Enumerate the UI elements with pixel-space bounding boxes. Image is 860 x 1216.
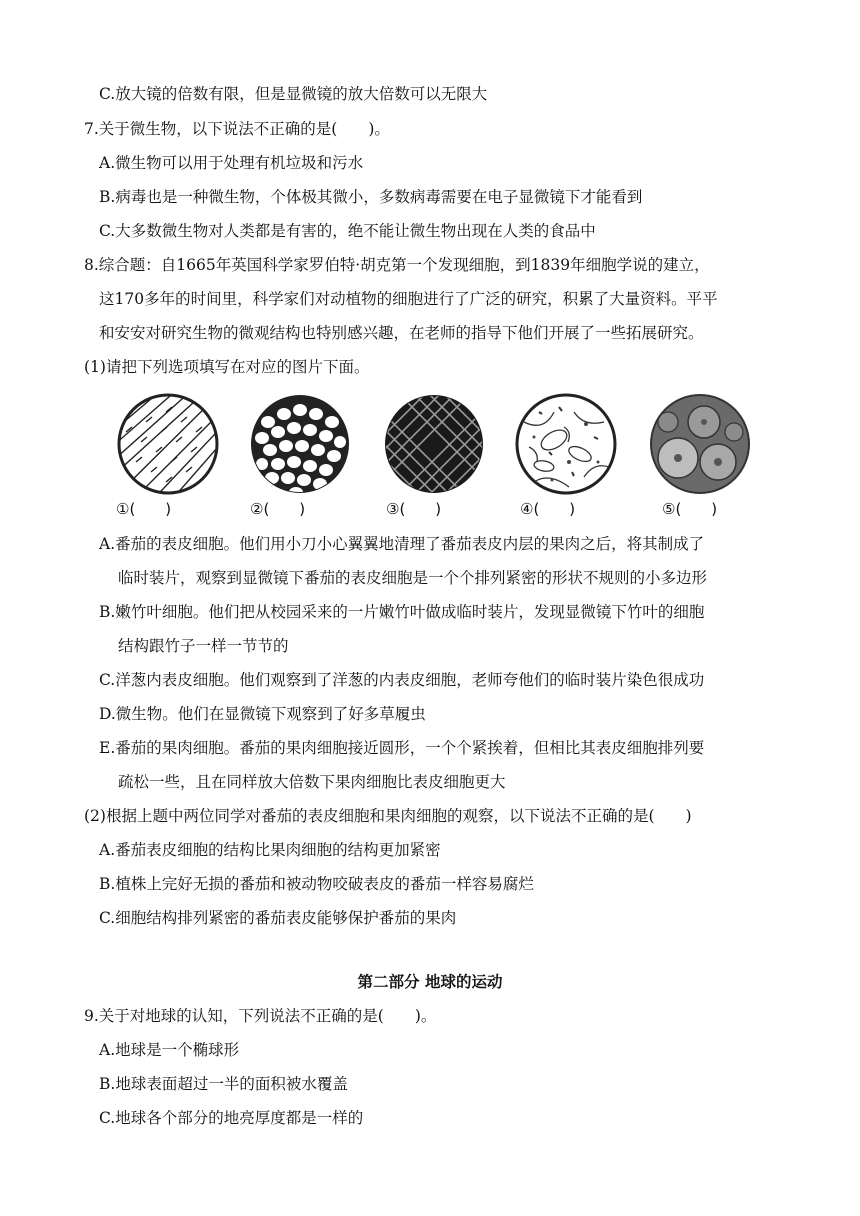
question-7-option-a: A.微生物可以用于处理有机垃圾和污水 [99, 154, 364, 172]
figure-label-2: ②( ) [250, 500, 306, 518]
option-b-line-1: B.嫩竹叶细胞。他们把从校园采来的一片嫩竹叶做成临时装片，发现显微镜下竹叶的细胞 [99, 603, 705, 621]
micrograph-4-paramecium [514, 392, 618, 496]
part-2-option-b: B.植株上完好无损的番茄和被动物咬破表皮的番茄一样容易腐烂 [99, 875, 534, 893]
option-c: C.洋葱内表皮细胞。他们观察到了洋葱的内表皮细胞，老师夸他们的临时装片染色很成功 [99, 671, 705, 689]
figure-label-1: ①( ) [116, 500, 172, 518]
question-9-option-b: B.地球表面超过一半的面积被水覆盖 [99, 1075, 348, 1093]
figure-label-5: ⑤( ) [662, 500, 718, 518]
section-title: 第二部分 地球的运动 [357, 972, 503, 991]
question-9-option-c: C.地球各个部分的地亮厚度都是一样的 [99, 1109, 364, 1127]
option-e-line-2: 疏松一些，且在同样放大倍数下果肉细胞比表皮细胞更大 [118, 773, 506, 791]
question-9-stem: 9.关于对地球的认知，下列说法不正确的是( )。 [84, 1007, 437, 1025]
question-8-part-1-prompt: (1)请把下列选项填写在对应的图片下面。 [84, 358, 370, 376]
question-7-option-c: C.大多数微生物对人类都是有害的，绝不能让微生物出现在人类的食品中 [99, 222, 596, 240]
micrograph-3-onion-epidermis [382, 392, 486, 496]
question-7-option-b: B.病毒也是一种微生物，个体极其微小，多数病毒需要在电子显微镜下才能看到 [99, 188, 643, 206]
figure-label-4: ④( ) [520, 500, 576, 518]
option-a-line-2: 临时装片，观察到显微镜下番茄的表皮细胞是一个个排列紧密的形状不规则的小多边形 [118, 569, 708, 587]
question-8-stem-line-2: 这170多年的时间里，科学家们对动植物的细胞进行了广泛的研究，积累了大量资料。平平 [99, 290, 718, 308]
micrograph-1-bamboo-leaf [116, 392, 220, 496]
option-d: D.微生物。他们在显微镜下观察到了好多草履虫 [99, 705, 426, 723]
question-9-option-a: A.地球是一个椭球形 [99, 1041, 240, 1059]
question-7-stem: 7.关于微生物，以下说法不正确的是( )。 [84, 120, 390, 138]
question-8-stem-line-3: 和安安对研究生物的微观结构也特别感兴趣，在老师的指导下他们开展了一些拓展研究。 [99, 324, 704, 342]
option-e-line-1: E.番茄的果肉细胞。番茄的果肉细胞接近圆形，一个个紧挨着，但相比其表皮细胞排列要 [99, 739, 705, 757]
part-2-option-a: A.番茄表皮细胞的结构比果肉细胞的结构更加紧密 [99, 841, 441, 859]
part-2-option-c: C.细胞结构排列紧密的番茄表皮能够保护番茄的果肉 [99, 909, 457, 927]
option-b-line-2: 结构跟竹子一样一节节的 [118, 637, 289, 655]
question-8-stem-line-1: 8.综合题：自1665年英国科学家罗伯特·胡克第一个发现细胞，到1839年细胞学说的建立， [84, 256, 710, 274]
question-6-option-c: C.放大镜的倍数有限，但是显微镜的放大倍数可以无限大 [99, 85, 488, 103]
figure-label-3: ③( ) [386, 500, 442, 518]
question-8-part-2-prompt: (2)根据上题中两位同学对番茄的表皮细胞和果肉细胞的观察，以下说法不正确的是( ) [84, 807, 692, 825]
micrograph-2-tomato-skin [248, 392, 352, 496]
micrograph-5-tomato-flesh [648, 392, 752, 496]
option-a-line-1: A.番茄的表皮细胞。他们用小刀小心翼翼地清理了番茄表皮内层的果肉之后，将其制成了 [99, 535, 705, 553]
